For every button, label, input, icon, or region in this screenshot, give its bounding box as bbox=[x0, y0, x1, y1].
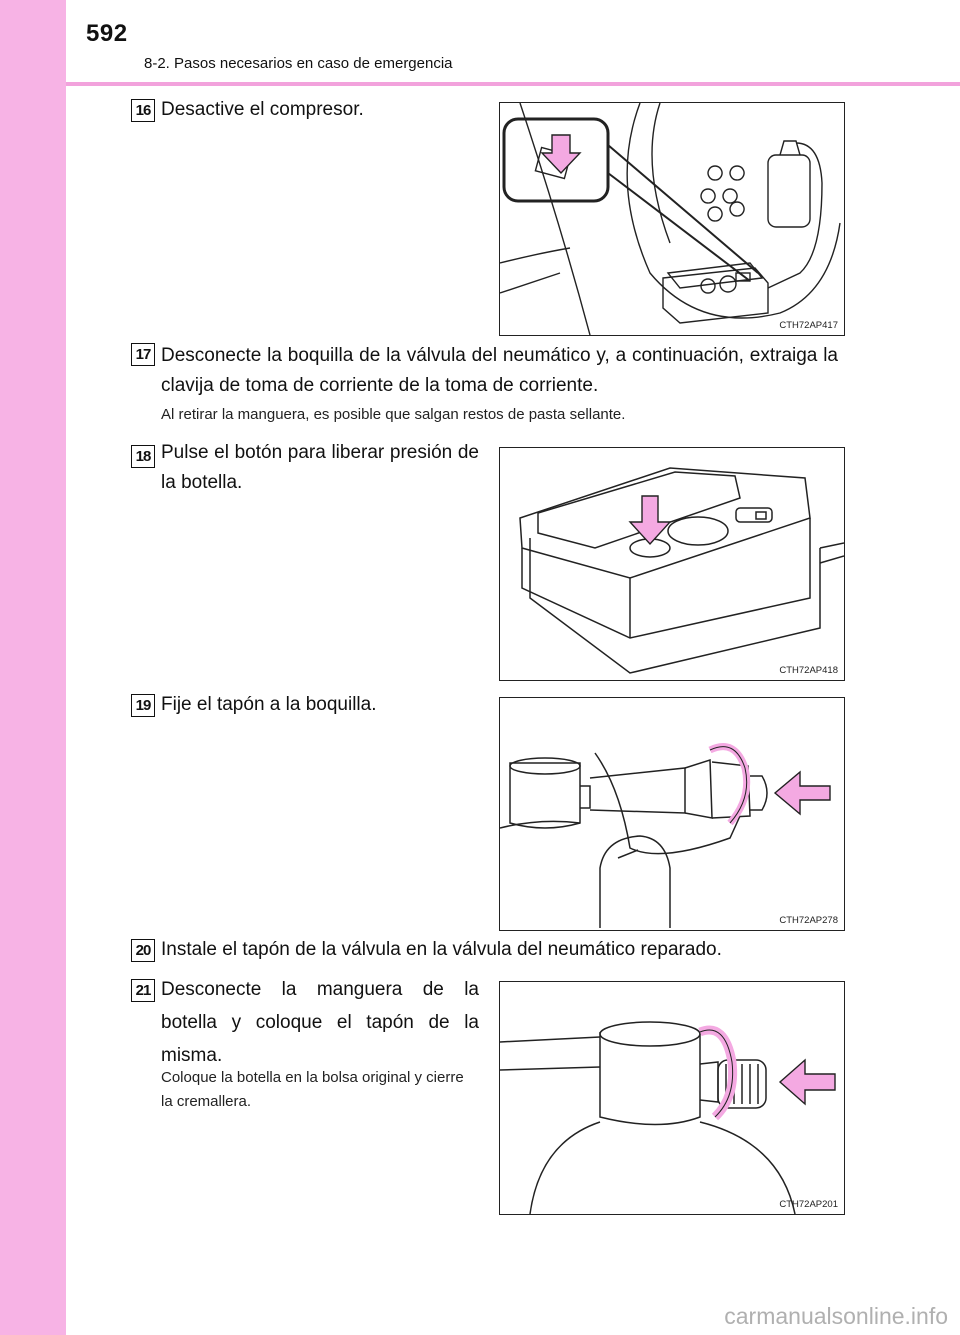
section-title: 8-2. Pasos necesarios en caso de emergencia bbox=[144, 55, 453, 72]
step-text-21: Desconecte la manguera de la botella y coloque el tapón de la misma. bbox=[161, 979, 479, 1066]
hose-cap-illustration bbox=[500, 698, 844, 930]
step-text-16: Desactive el compresor. bbox=[161, 99, 364, 120]
step-number-20: 20 bbox=[131, 939, 155, 962]
figure-code: CTH72AP417 bbox=[779, 320, 838, 331]
step-note-17: Al retirar la manguera, es posible que salgan restos de pasta sellante. bbox=[161, 406, 626, 423]
step-number-21: 21 bbox=[131, 979, 155, 1002]
step-number-19: 19 bbox=[131, 694, 155, 717]
figure-attach-cap bbox=[499, 697, 845, 931]
step-text-18: Pulse el botón para liberar presión de la botella. bbox=[161, 442, 479, 493]
compressor-button-illustration bbox=[500, 448, 844, 680]
figure-compressor-off bbox=[499, 102, 845, 336]
step-number-17: 17 bbox=[131, 343, 155, 366]
compressor-switch-illustration bbox=[500, 103, 844, 335]
step-number-16: 16 bbox=[131, 99, 155, 122]
figure-code: CTH72AP278 bbox=[779, 915, 838, 926]
step-text-17: Desconecte la boquilla de la válvula del neumático y, a continuación, extraiga la clavija de toma de corriente de la toma de corriente. bbox=[161, 345, 838, 396]
page-number: 592 bbox=[86, 20, 128, 47]
header-divider bbox=[66, 82, 960, 86]
step-text-19: Fije el tapón a la boquilla. bbox=[161, 694, 377, 715]
figure-bottle-cap bbox=[499, 981, 845, 1215]
figure-code: CTH72AP201 bbox=[779, 1199, 838, 1210]
page-sidebar-strip bbox=[0, 0, 66, 1335]
step-number-18: 18 bbox=[131, 445, 155, 468]
step-text-20: Instale el tapón de la válvula en la válvula del neumático reparado. bbox=[161, 939, 722, 960]
figure-release-pressure bbox=[499, 447, 845, 681]
step-note-21: Coloque la botella en la bolsa original y cierre la cremallera. bbox=[161, 1069, 464, 1110]
figure-code: CTH72AP418 bbox=[779, 665, 838, 676]
watermark-text: carmanualsonline.info bbox=[724, 1303, 948, 1329]
bottle-cap-illustration bbox=[500, 982, 844, 1214]
